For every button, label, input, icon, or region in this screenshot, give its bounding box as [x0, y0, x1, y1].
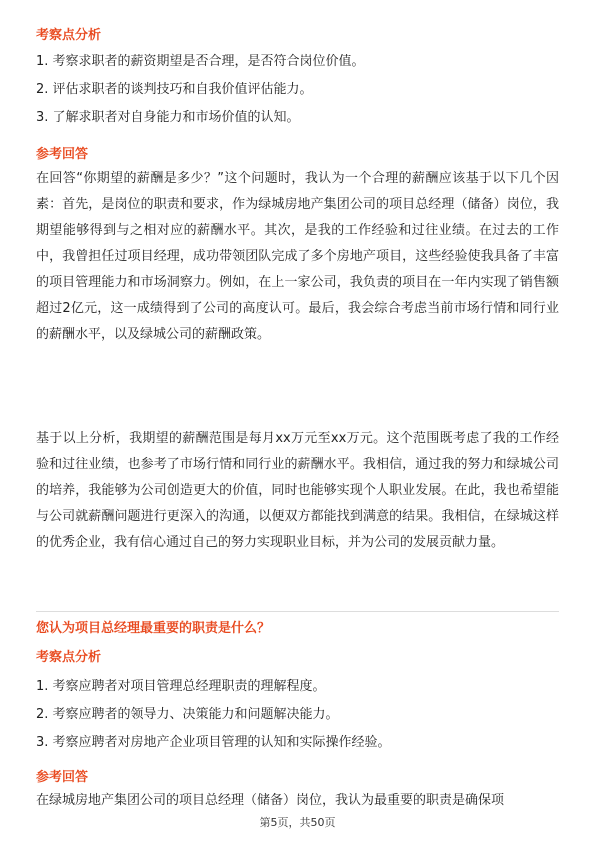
- page-footer: 第5页，共50页: [259, 816, 336, 829]
- answer-paragraph: 在绿城房地产集团公司的项目总经理（储备）岗位，我认为最重要的职责是确保项: [36, 793, 505, 808]
- list-item: 3. 考察应聘者对房地产企业项目管理的认知和实际操作经验。: [36, 735, 391, 750]
- list-item: 2. 评估求职者的谈判技巧和自我价值评估能力。: [36, 82, 313, 97]
- list-item: 2. 考察应聘者的领导力、决策能力和问题解决能力。: [36, 707, 339, 722]
- section-heading-analysis-1: 考察点分析: [36, 28, 102, 43]
- section-heading-answer-2: 参考回答: [36, 770, 89, 785]
- section-heading-analysis-2: 考察点分析: [36, 650, 102, 665]
- list-item: 1. 考察求职者的薪资期望是否合理，是否符合岗位价值。: [36, 54, 365, 69]
- divider: [36, 611, 559, 612]
- list-item: 1. 考察应聘者对项目管理总经理职责的理解程度。: [36, 679, 326, 694]
- answer-paragraph: 在回答“你期望的薪酬是多少？”这个问题时，我认为一个合理的薪酬应该基于以下几个因素：首先，是岗位的职责和要求，作为绿城房地产集团公司的项目总经理（储备）岗位，我期望能够得到与之相对应的薪酬水平。其次，是我的工作经验和过往业绩。在过去的工作中，我曾担任过项目经理，成功带领团队完成了多个房地产项目，这些经验使我具备了丰富的项目管理能力和市场洞察力。例如，在上一家公司，我负责的项目在一年内实现了销售额超过2亿元，这一成绩得到了公司的高度认可。最后，我会综合考虑当前市场行情和同行业的薪酬水平，以及绿城公司的薪酬政策。: [36, 171, 559, 342]
- list-item: 3. 了解求职者对自身能力和市场价值的认知。: [36, 110, 300, 125]
- answer-paragraph: 基于以上分析，我期望的薪酬范围是每月xx万元至xx万元。这个范围既考虑了我的工作经验和过往业绩，也参考了市场行情和同行业的薪酬水平。我相信，通过我的努力和绿城公司的培养，我能够为公司创造更大的价值，同时也能够实现个人职业发展。在此，我也希望能与公司就薪酬问题进行更深入的沟通，以便双方都能找到满意的结果。我相信，在绿城这样的优秀企业，我有信心通过自己的努力实现职业目标，并为公司的发展贡献力量。: [36, 431, 559, 550]
- question-title: 您认为项目总经理最重要的职责是什么？: [36, 621, 271, 636]
- section-heading-answer-1: 参考回答: [36, 147, 89, 162]
